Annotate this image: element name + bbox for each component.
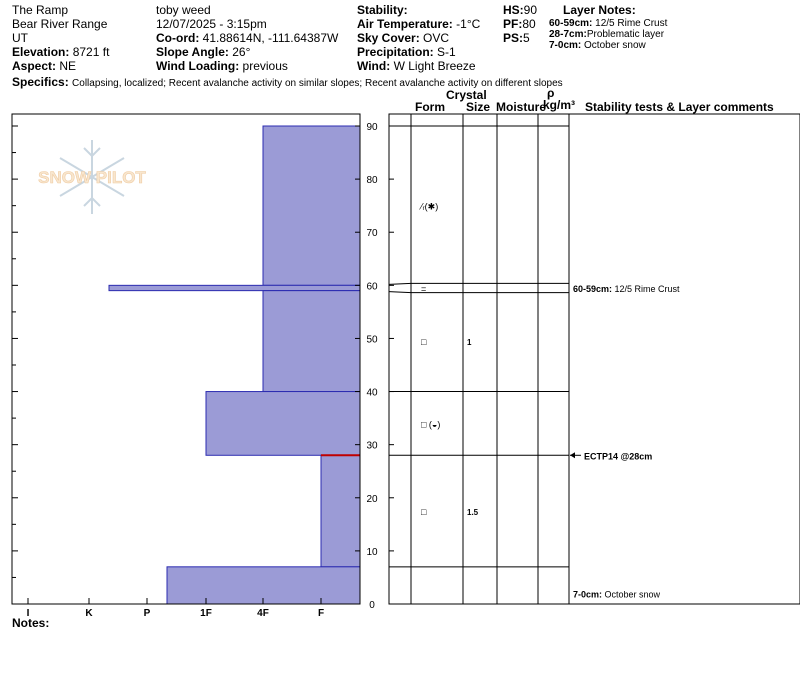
hardness-label-I: I — [26, 608, 30, 619]
layer-note-3-text: October snow — [584, 40, 646, 51]
hardness-label-F: F — [317, 608, 325, 619]
crystal-form-2: □ — [421, 337, 427, 348]
height-label-60: 60 — [366, 281, 378, 293]
ps-value: 5 — [523, 31, 530, 45]
col-density: kg/m³ — [543, 98, 576, 112]
crust-connector-bottom — [389, 292, 411, 293]
crystal-size-4: 1.5 — [467, 508, 479, 518]
wind-value: W Light Breeze — [393, 59, 476, 73]
notes-label: Notes: — [12, 616, 50, 630]
coord-label: Co-ord: — [156, 31, 200, 45]
height-label-70: 70 — [366, 228, 378, 240]
wind-loading-label: Wind Loading: — [156, 59, 240, 73]
precip-value: S-1 — [437, 45, 456, 59]
hardness-bar-3 — [206, 392, 360, 456]
crystal-form-3: □ (◒) — [421, 419, 441, 430]
wind-loading-value: previous — [242, 59, 288, 73]
crust-connector-top — [389, 283, 411, 284]
layer-note-3-range: 7-0cm: — [549, 40, 582, 51]
hardness-bar-0 — [263, 126, 360, 285]
ps-label: PS: — [503, 31, 524, 45]
col-moisture: Moisture — [496, 100, 547, 114]
range: Bear River Range — [12, 17, 108, 31]
air-temp-label: Air Temperature: — [357, 17, 453, 31]
layer-note-1-text: 12/5 Rime Crust — [595, 18, 668, 29]
precip-label: Precipitation: — [357, 45, 434, 59]
specifics-value: Collapsing, localized; Recent avalanche activity on similar slopes; Recent avalanche activity on different slopes — [72, 78, 563, 89]
specifics-label: Specifics: — [12, 75, 69, 89]
pf-label: PF: — [503, 17, 523, 31]
observer: toby weed — [156, 3, 211, 17]
elevation-value: 8721 ft — [72, 45, 110, 59]
sky-label: Sky Cover: — [357, 31, 420, 45]
col-size: Size — [466, 100, 491, 114]
datetime: 12/07/2025 - 3:15pm — [156, 17, 267, 31]
hardness-bar-4 — [321, 455, 360, 567]
slope-label: Slope Angle: — [156, 45, 229, 59]
height-label-30: 30 — [366, 440, 378, 452]
watermark-text: SNOW PILOT — [38, 168, 146, 187]
layer-note-2-range: 28-7cm: — [549, 29, 587, 40]
height-label-90: 90 — [366, 122, 378, 133]
height-label-10: 10 — [366, 546, 378, 558]
hardness-label-K: K — [85, 608, 93, 619]
snowpilot-watermark — [38, 140, 146, 214]
stability-label: Stability: — [357, 3, 408, 17]
wind-label: Wind: — [357, 59, 391, 73]
slope-value: 26° — [232, 45, 251, 59]
col-rho: ρ — [547, 86, 555, 100]
height-label-0: 0 — [369, 600, 375, 611]
aspect-label: Aspect: — [12, 59, 57, 73]
col-crystal: Crystal — [446, 88, 487, 102]
layer-comment-1: ECTP14 @28cm — [584, 451, 653, 462]
aspect-value: NE — [59, 59, 77, 73]
height-label-50: 50 — [366, 334, 378, 346]
hardness-bar-2 — [263, 291, 360, 392]
coord-value: 41.88614N, -111.64387W — [202, 31, 339, 45]
hs-value: 90 — [523, 3, 538, 17]
hardness-label-1F: 1F — [200, 608, 212, 619]
crystal-size-2: 1 — [467, 338, 472, 348]
hardness-bar-1 — [109, 285, 360, 290]
layer-comment-2: 7-0cm: October snow — [573, 589, 661, 600]
height-label-80: 80 — [366, 175, 378, 187]
col-comments: Stability tests & Layer comments — [585, 100, 774, 114]
layer-table-frame — [389, 114, 800, 604]
hardness-label-4F: 4F — [257, 608, 269, 619]
test-arrow-head — [570, 452, 575, 458]
layer-notes-title: Layer Notes: — [563, 3, 636, 17]
crystal-form-1: = — [421, 283, 427, 294]
crystal-form-0: ⁄ᵣ(✱) — [421, 201, 439, 212]
height-label-40: 40 — [366, 387, 378, 399]
layer-note-2-text: Problematic layer — [586, 29, 665, 40]
height-label-20: 20 — [366, 493, 378, 505]
layer-comment-0: 60-59cm: 12/5 Rime Crust — [573, 283, 680, 294]
state: UT — [12, 31, 28, 45]
hs-label: HS: — [503, 3, 524, 17]
hardness-label-P: P — [143, 608, 151, 619]
location: The Ramp — [12, 3, 69, 17]
col-form: Form — [415, 100, 445, 114]
pf-value: 80 — [522, 17, 536, 31]
elevation-label: Elevation: — [12, 45, 70, 59]
layer-note-1-range: 60-59cm: — [549, 18, 593, 29]
sky-value: OVC — [423, 31, 450, 45]
crystal-form-4: □ — [421, 507, 427, 518]
air-temp-value: -1°C — [456, 17, 481, 31]
